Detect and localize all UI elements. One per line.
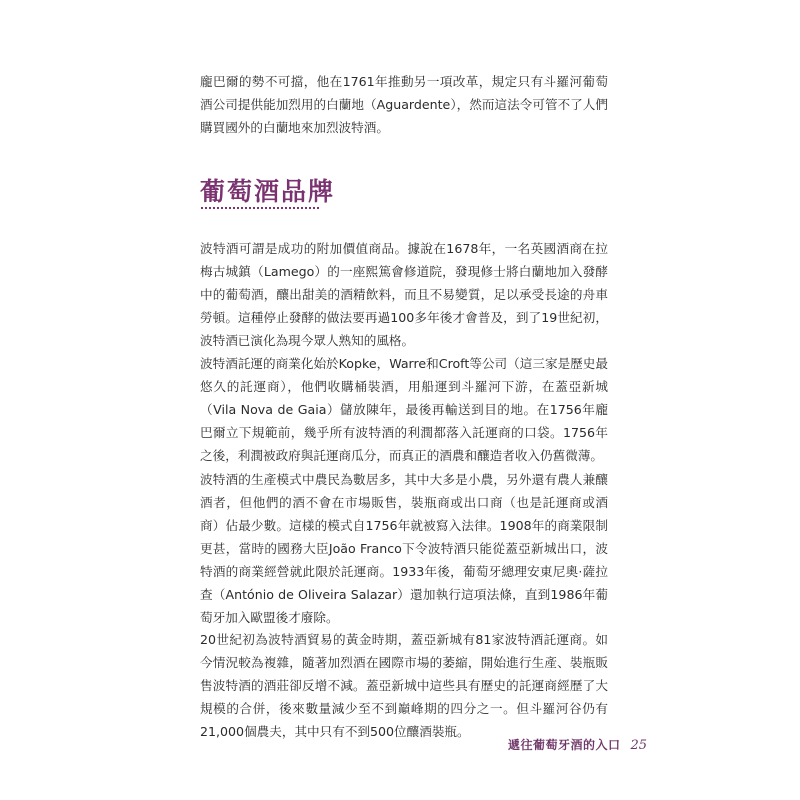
page-footer <box>508 736 647 753</box>
body-paragraph-4: 20世紀初為波特酒貿易的黃金時期，蓋亞新城有81家波特酒託運商。如今情況較為複雜，隨著加烈酒在國際市場的萎縮，開始進行生產、裝瓶販售波特酒的酒莊卻反增不減。蓋亞新城中這些具有歷史的託運商經歷了大規模的合併，後來數量減少至不到巔峰期的四分之一。但斗羅河谷仍有21,000個農夫，其中只有不到500位釀酒裝瓶。 <box>200 632 608 739</box>
page-number: 25 <box>630 738 648 753</box>
body-paragraph-1: 波特酒可謂是成功的附加價值商品。據說在1678年，一名英國酒商在拉梅古城鎮（Lamego）的一座熙篤會修道院，發現修士將白蘭地加入發酵中的葡萄酒，釀出甜美的酒精飲料，而且不易變質，足以承受長途的舟車勞頓。這種停止發酵的做法要再過100多年後才會普及，到了19世紀初，波特酒已演化為現今眾人熟知的風格。 <box>200 241 608 348</box>
running-footer-title: 遞往葡萄牙酒的入口 <box>508 738 621 752</box>
heading-dotted-rule <box>201 207 319 209</box>
section-heading: 葡萄酒品牌 <box>200 177 336 206</box>
body-paragraph-2: 波特酒託運的商業化始於Kopke，Warre和Croft等公司（這三家是歷史最悠久的託運商），他們收購桶裝酒，用船運到斗羅河下游，在蓋亞新城（Vila Nova de Gaia）儲放陳年，最後再輸送到目的地。在1756年龐巴爾立下規範前，幾乎所有波特酒的利潤都落入託運商的口袋。1756年之後，利潤被政府與託運商瓜分，而真正的酒農和釀造者收入仍舊微薄。 <box>200 356 608 463</box>
intro-paragraph: 龐巴爾的勢不可擋，他在1761年推動另一項改革，規定只有斗羅河葡萄酒公司提供能加烈用的白蘭地（Aguardente），然而這法令可管不了人們購買國外的白蘭地來加烈波特酒。 <box>200 74 608 135</box>
body-paragraph-3: 波特酒的生產模式中農民為數居多，其中大多是小農，另外還有農人兼釀酒者，但他們的酒不會在市場販售，裝瓶商或出口商（也是託運商或酒商）佔最少數。這樣的模式自1756年就被寫入法律。1908年的商業限制更甚，當時的國務大臣João Franco下令波特酒只能從蓋亞新城出口，波特酒的商業經營就此限於託運商。1933年後，葡萄牙總理安東尼奧·薩拉查（António de Oliveira Salazar）還加執行這項法條，直到1986年葡萄牙加入歐盟後才廢除。 <box>200 472 608 625</box>
